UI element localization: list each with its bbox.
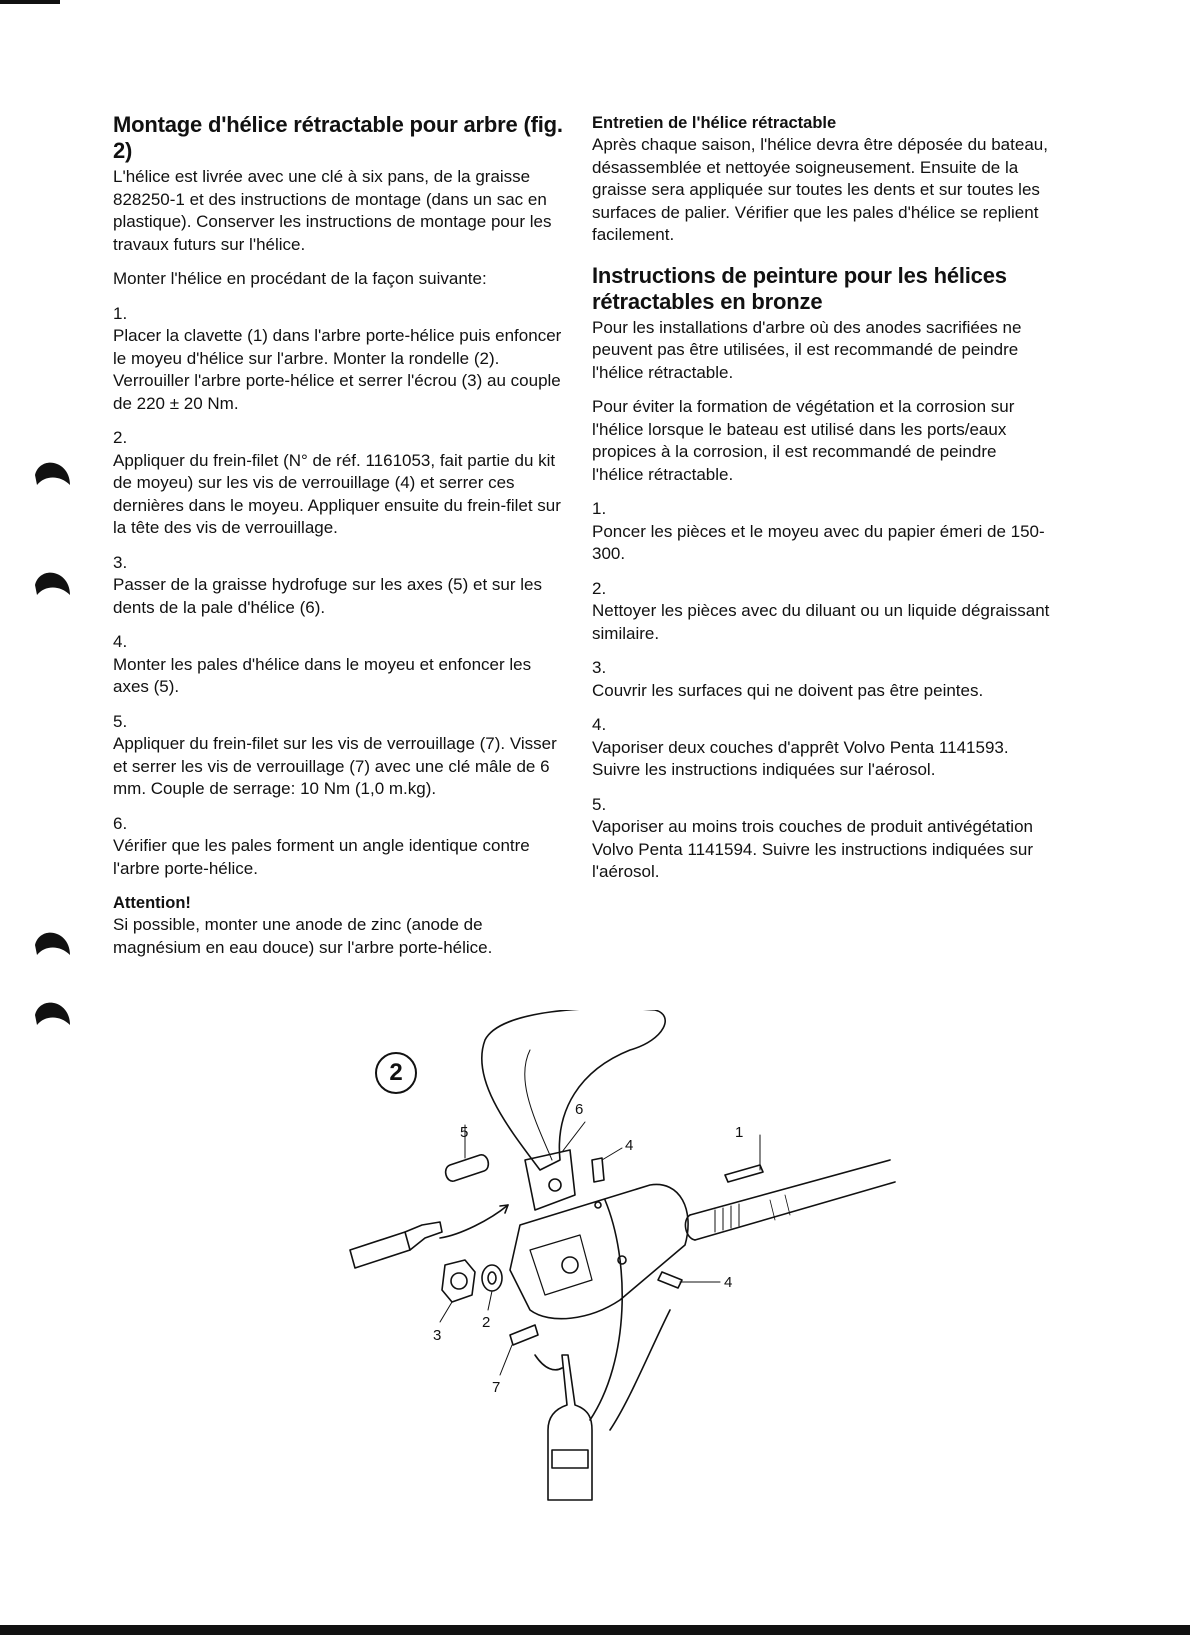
step-1 bbox=[113, 303, 568, 416]
step-number: 2. bbox=[113, 428, 128, 447]
step-number: 6. bbox=[113, 813, 128, 833]
step-number: 5. bbox=[113, 711, 128, 731]
paint-paragraph-2: Pour éviter la formation de végétation et la corrosion sur l'hélice lorsque le bateau est utilisé dans les ports/eaux propices à la corrosion, il est recommandé de peindre l'hélice rétractable. bbox=[592, 397, 1015, 484]
callout-4-right: 4 bbox=[724, 1274, 733, 1291]
locking-screw-7 bbox=[510, 1325, 538, 1345]
paint-step-5 bbox=[592, 794, 1052, 884]
step-text: Appliquer du frein-filet (N° de réf. 1161053, fait partie du kit de moyeu) sur les vis de verrouillage (4) et serrer ces dernières dans le moyeu. Appliquer ensuite du frein-filet sur la tête des vis de verrouillage. bbox=[113, 450, 561, 537]
step-text: Passer de la graisse hydrofuge sur les axes (5) et sur les dents de la pale d'hélice (6). bbox=[113, 575, 542, 617]
step-number: 2. bbox=[592, 578, 607, 598]
blade-root bbox=[525, 1150, 575, 1210]
step-text: Vaporiser deux couches d'apprêt Volvo Penta 1141593. Suivre les instructions indiquées sur l'aérosol. bbox=[592, 737, 1009, 779]
step-3 bbox=[113, 552, 568, 620]
propeller-shaft bbox=[690, 1160, 895, 1240]
top-scan-edge bbox=[0, 0, 60, 4]
paint-step-3 bbox=[592, 657, 1052, 702]
binder-marks bbox=[25, 455, 75, 1055]
step-number: 3. bbox=[113, 552, 128, 572]
figure-number: 2 bbox=[375, 1052, 417, 1094]
callout-1: 1 bbox=[735, 1124, 744, 1141]
grease-tube bbox=[350, 1222, 442, 1268]
propeller-exploded-diagram bbox=[330, 1010, 910, 1510]
callout-2: 2 bbox=[482, 1314, 491, 1331]
step-number: 5. bbox=[592, 794, 607, 814]
step-number: 4. bbox=[592, 715, 607, 734]
callout-5: 5 bbox=[460, 1124, 469, 1141]
threadlock-bottle bbox=[548, 1355, 592, 1500]
nut bbox=[442, 1260, 475, 1302]
left-column bbox=[113, 112, 568, 959]
locking-screw-top bbox=[592, 1158, 604, 1182]
step-number: 1. bbox=[113, 303, 128, 323]
paint-step-2 bbox=[592, 578, 1052, 646]
right-column bbox=[592, 112, 1052, 896]
step-text: Placer la clavette (1) dans l'arbre porte-hélice puis enfoncer le moyeu d'hélice sur l'arbre. Monter la rondelle (2). Verrouiller l'arbre porte-hélice et serrer l'écrou (3) au couple de 220 ± 20 Nm. bbox=[113, 326, 562, 413]
shaft-key bbox=[725, 1165, 763, 1182]
washer bbox=[482, 1265, 502, 1291]
maintenance-title: Entretien de l'hélice rétractable bbox=[592, 114, 837, 132]
bottom-scan-edge bbox=[0, 1625, 1190, 1635]
callout-4-top: 4 bbox=[625, 1137, 634, 1154]
callout-7: 7 bbox=[492, 1379, 501, 1396]
step-2 bbox=[113, 427, 568, 540]
mounting-title: Montage d'hélice rétractable pour arbre (fig. 2) bbox=[113, 112, 563, 163]
step-4 bbox=[113, 631, 568, 699]
propeller-hub bbox=[510, 1184, 688, 1318]
step-number: 3. bbox=[592, 658, 607, 677]
step-text: Appliquer du frein-filet sur les vis de verrouillage (7). Visser et serrer les vis de verrouillage (7) avec une clé mâle de 6 mm. Couple de serrage: 10 Nm (1,0 m.kg). bbox=[113, 734, 557, 798]
step-text: Monter les pales d'hélice dans le moyeu et enfoncer les axes (5). bbox=[113, 654, 532, 696]
mounting-intro: L'hélice est livrée avec une clé à six pans, de la graisse 828250-1 et des instructions de montage (dans un sac en plastique). Conserver les instructions de montage pour les travaux futurs sur l'hélice. bbox=[113, 167, 552, 254]
paint-step-1 bbox=[592, 498, 1052, 566]
maintenance-text: Après chaque saison, l'hélice devra être déposée du bateau, désassemblée et nettoyée soigneusement. Ensuite de la graisse sera appliquée sur toutes les dents et sur toutes les surfaces de palier. Vérifier que les pales d'hélice se replient facilement. bbox=[592, 135, 1048, 244]
paint-paragraph-1: Pour les installations d'arbre où des anodes sacrifiées ne peuvent pas être utilisées, il est recommandé de peindre l'hélice rétractable. bbox=[592, 317, 1022, 382]
callout-6: 6 bbox=[575, 1101, 584, 1118]
attention-text: Si possible, monter une anode de zinc (anode de magnésium en eau douce) sur l'arbre porte-hélice. bbox=[113, 915, 493, 957]
step-text: Nettoyer les pièces avec du diluant ou un liquide dégraissant similaire. bbox=[592, 601, 1050, 643]
step-number: 4. bbox=[113, 632, 128, 651]
propeller-blade bbox=[482, 1010, 665, 1170]
step-text: Couvrir les surfaces qui ne doivent pas être peintes. bbox=[592, 680, 984, 700]
attention-title: Attention! bbox=[113, 894, 191, 912]
locking-screw-right bbox=[658, 1272, 682, 1288]
step-text: Poncer les pièces et le moyeu avec du papier émeri de 150-300. bbox=[592, 521, 1045, 563]
step-text: Vaporiser au moins trois couches de produit antivégétation Volvo Penta 1141594. Suivre les instructions indiquées sur l'aérosol. bbox=[592, 817, 1034, 881]
mounting-lead: Monter l'hélice en procédant de la façon suivante: bbox=[113, 269, 487, 288]
callout-3: 3 bbox=[433, 1327, 442, 1344]
paint-step-4 bbox=[592, 714, 1052, 782]
paint-title: Instructions de peinture pour les hélices rétractables en bronze bbox=[592, 262, 1007, 314]
pin bbox=[446, 1155, 489, 1181]
step-number: 1. bbox=[592, 499, 607, 518]
step-6 bbox=[113, 813, 568, 881]
step-text: Vérifier que les pales forment un angle identique contre l'arbre porte-hélice. bbox=[113, 836, 530, 878]
step-5 bbox=[113, 711, 568, 801]
